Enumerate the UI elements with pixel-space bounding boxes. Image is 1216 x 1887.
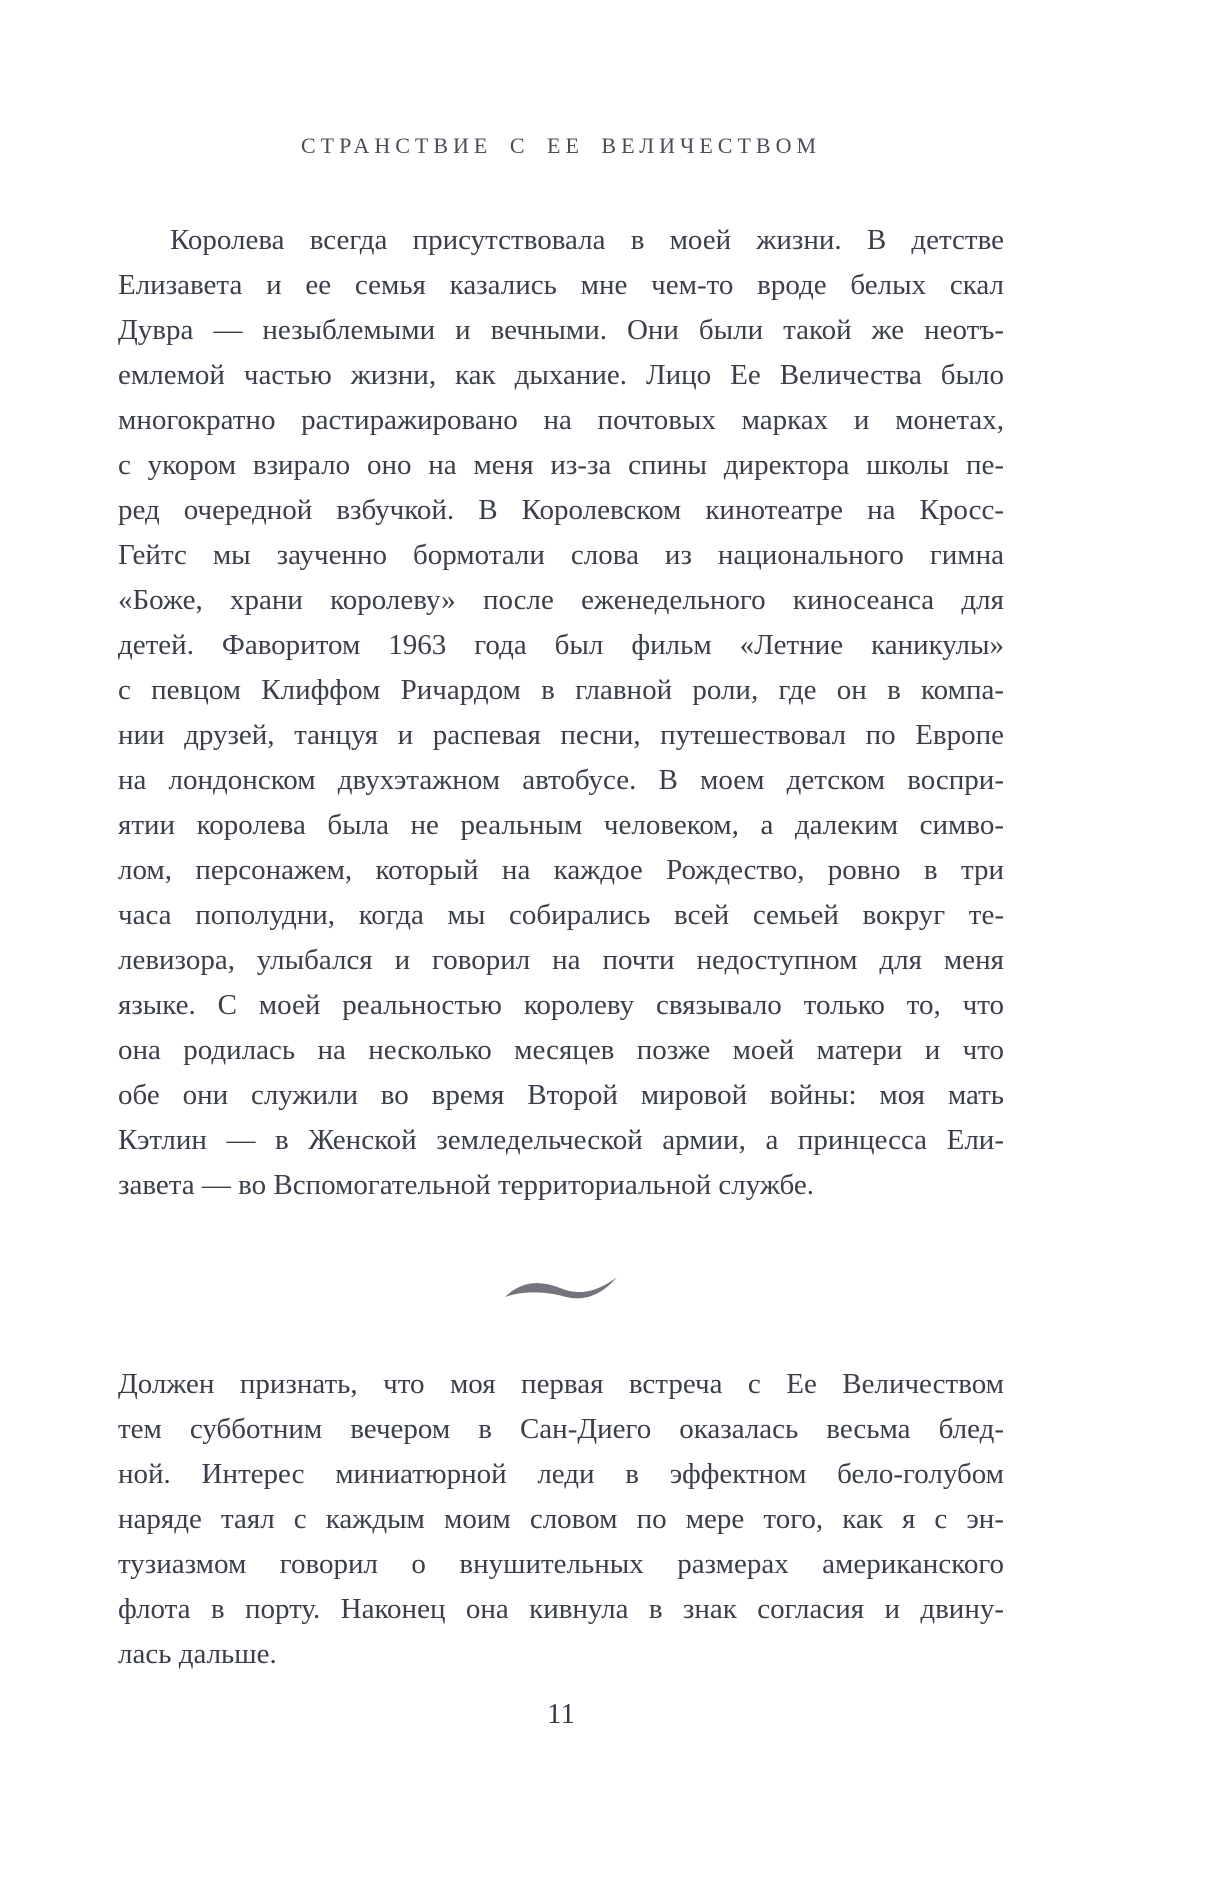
text-line: тем субботним вечером в Сан-Диего оказалась весьма блед- (118, 1413, 1004, 1445)
book-page (118, 0, 1004, 1887)
running-head: СТРАНСТВИЕ С ЕЕ ВЕЛИЧЕСТВОМ (300, 133, 822, 158)
text-line: Дувра — незыблемыми и вечными. Они были такой же неотъ- (118, 314, 1004, 346)
text-line: лом, персонажем, который на каждое Рождество, ровно в три (118, 854, 1004, 886)
text-line: наряде таял с каждым моим словом по мере того, как я с эн- (118, 1503, 1004, 1535)
text-line: с укором взирало оно на меня из-за спины директора школы пе- (118, 449, 1004, 481)
text-line: левизора, улыбался и говорил на почти недоступном для меня (118, 944, 1004, 976)
text-line: нии друзей, танцуя и распевая песни, путешествовал по Европе (118, 719, 1004, 751)
page-number: 11 (547, 1698, 575, 1730)
text-line: тузиазмом говорил о внушительных размерах американского (118, 1548, 1004, 1580)
text-line: обе они служили во время Второй мировой войны: моя мать (118, 1079, 1004, 1111)
text-line: детей. Фаворитом 1963 года был фильм «Летние каникулы» (118, 629, 1004, 661)
text-line: Кэтлин — в Женской земледельческой армии, а принцесса Ели- (118, 1124, 1004, 1156)
tilde-flourish-icon (504, 1276, 618, 1303)
text-line: лась дальше. (118, 1638, 277, 1670)
text-line: Королева всегда присутствовала в моей жизни. В детстве (170, 224, 1004, 256)
section-divider (504, 1276, 618, 1303)
text-line: языке. С моей реальностью королеву связывало только то, что (118, 989, 1004, 1021)
paragraph (118, 218, 1004, 1208)
text-line: ред очередной взбучкой. В Королевском кинотеатре на Кросс- (118, 494, 1004, 526)
text-line: ятии королева была не реальным человеком, а далеким симво- (118, 809, 1004, 841)
text-line: многократно растиражировано на почтовых марках и монетах, (118, 404, 1004, 436)
text-line: флота в порту. Наконец она кивнула в знак согласия и двину- (118, 1593, 1004, 1625)
text-line: с певцом Клиффом Ричардом в главной роли, где он в компа- (118, 674, 1004, 706)
text-line: «Боже, храни королеву» после еженедельного киносеанса для (118, 584, 1004, 616)
text-line: Елизавета и ее семья казались мне чем-то вроде белых скал (118, 269, 1004, 301)
text-line: емлемой частью жизни, как дыхание. Лицо Ее Величества было (118, 359, 1004, 391)
paragraph (118, 1362, 1004, 1677)
text-line: завета — во Вспомогательной территориальной службе. (118, 1169, 815, 1201)
text-line: на лондонском двухэтажном автобусе. В моем детском воспри- (118, 764, 1004, 796)
text-line: Гейтс мы заученно бормотали слова из национального гимна (118, 539, 1004, 571)
text-line: ной. Интерес миниатюрной леди в эффектном бело-голубом (118, 1458, 1004, 1490)
text-line: часа пополудни, когда мы собирались всей семьей вокруг те- (118, 899, 1004, 931)
text-line: Должен признать, что моя первая встреча с Ее Величеством (118, 1368, 1004, 1400)
text-line: она родилась на несколько месяцев позже моей матери и что (118, 1034, 1004, 1066)
